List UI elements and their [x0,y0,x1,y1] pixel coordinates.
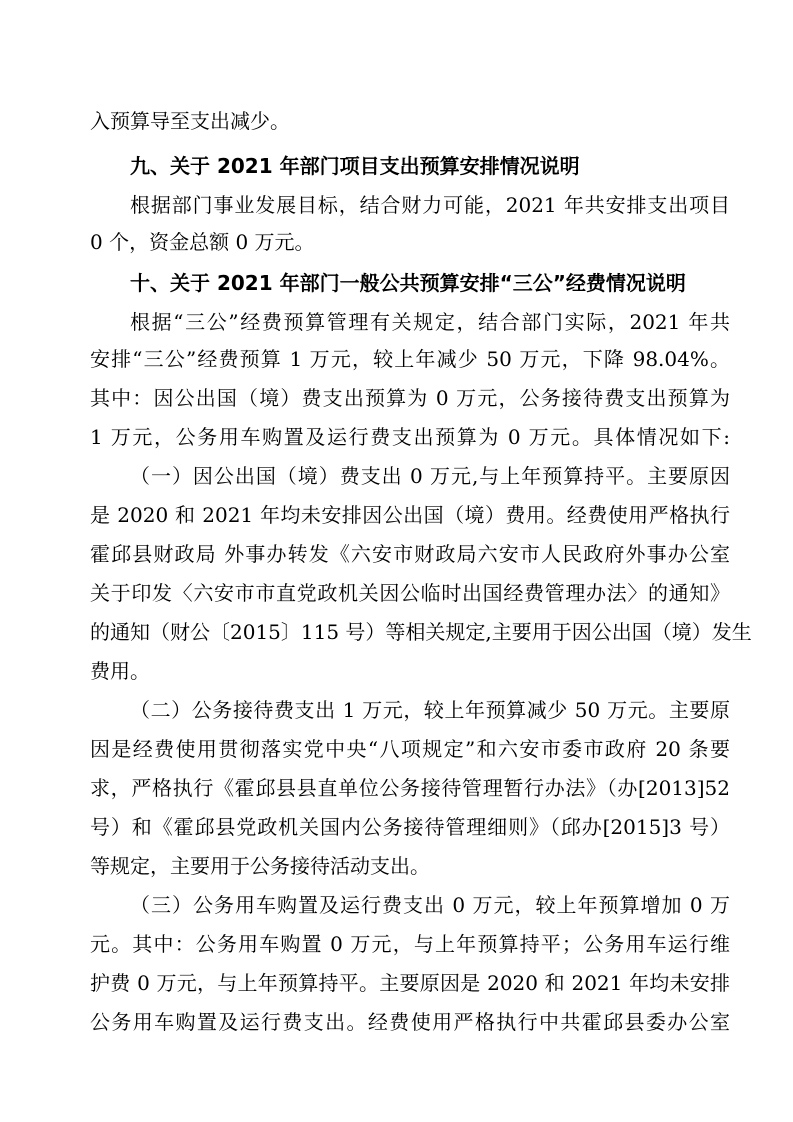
text-line: 根据部门事业发展目标，结合财力可能，2021 年共安排支出项目 [130,193,730,217]
section-heading-9: 九、关于 2021 年部门项目支出预算安排情况说明 [130,154,580,178]
section-heading-10: 十、关于 2021 年部门一般公共预算安排“三公”经费情况说明 [130,271,686,295]
text-line: （一）因公出国（境）费支出 0 万元,与上年预算持平。主要原因 [130,464,730,488]
text-line: 入预算导至支出减少。 [90,109,290,133]
text-line: （二）公务接待费支出 1 万元，较上年预算减少 50 万元。主要原 [130,698,730,722]
text-line: 根据“三公”经费预算管理有关规定，结合部门实际，2021 年共 [130,310,730,334]
text-line: 元。其中：公务用车购置 0 万元，与上年预算持平；公务用车运行维 [90,932,730,956]
text-line: 因是经费使用贯彻落实党中央“八项规定”和六安市委市政府 20 条要 [90,737,730,761]
text-line: 护费 0 万元，与上年预算持平。主要原因是 2020 和 2021 年均未安排 [90,971,730,995]
text-line: 霍邱县财政局 外事办转发《六安市财政局六安市人民政府外事办公室 [90,542,730,566]
text-line: 安排“三公”经费预算 1 万元，较上年减少 50 万元，下降 98.04%。 [90,347,730,371]
text-line: 的通知（财公〔2015〕115 号）等相关规定,主要用于因公出国（境）发生 [90,620,752,644]
text-line: （三）公务用车购置及运行费支出 0 万元，较上年预算增加 0 万 [130,893,730,917]
text-line: 其中：因公出国（境）费支出预算为 0 万元，公务接待费支出预算为 [90,386,730,410]
text-line: 是 2020 和 2021 年均未安排因公出国（境）费用。经费使用严格执行 [90,503,730,527]
text-line: 1 万元，公务用车购置及运行费支出预算为 0 万元。具体情况如下: [90,425,730,449]
text-line: 等规定，主要用于公务接待活动支出。 [90,854,430,878]
text-line: 费用。 [90,659,150,683]
text-line: 号）和《霍邱县党政机关国内公务接待管理细则》（邱办[2015]3 号） [90,815,730,839]
text-line: 关于印发〈六安市市直党政机关因公临时出国经费管理办法〉的通知》 [90,581,730,605]
text-line: 求，严格执行《霍邱县县直单位公务接待管理暂行办法》（办[2013]52 [90,776,730,800]
text-line: 0 个，资金总额 0 万元。 [90,230,315,254]
text-line: 公务用车购置及运行费支出。经费使用严格执行中共霍邱县委办公室 [90,1010,730,1034]
